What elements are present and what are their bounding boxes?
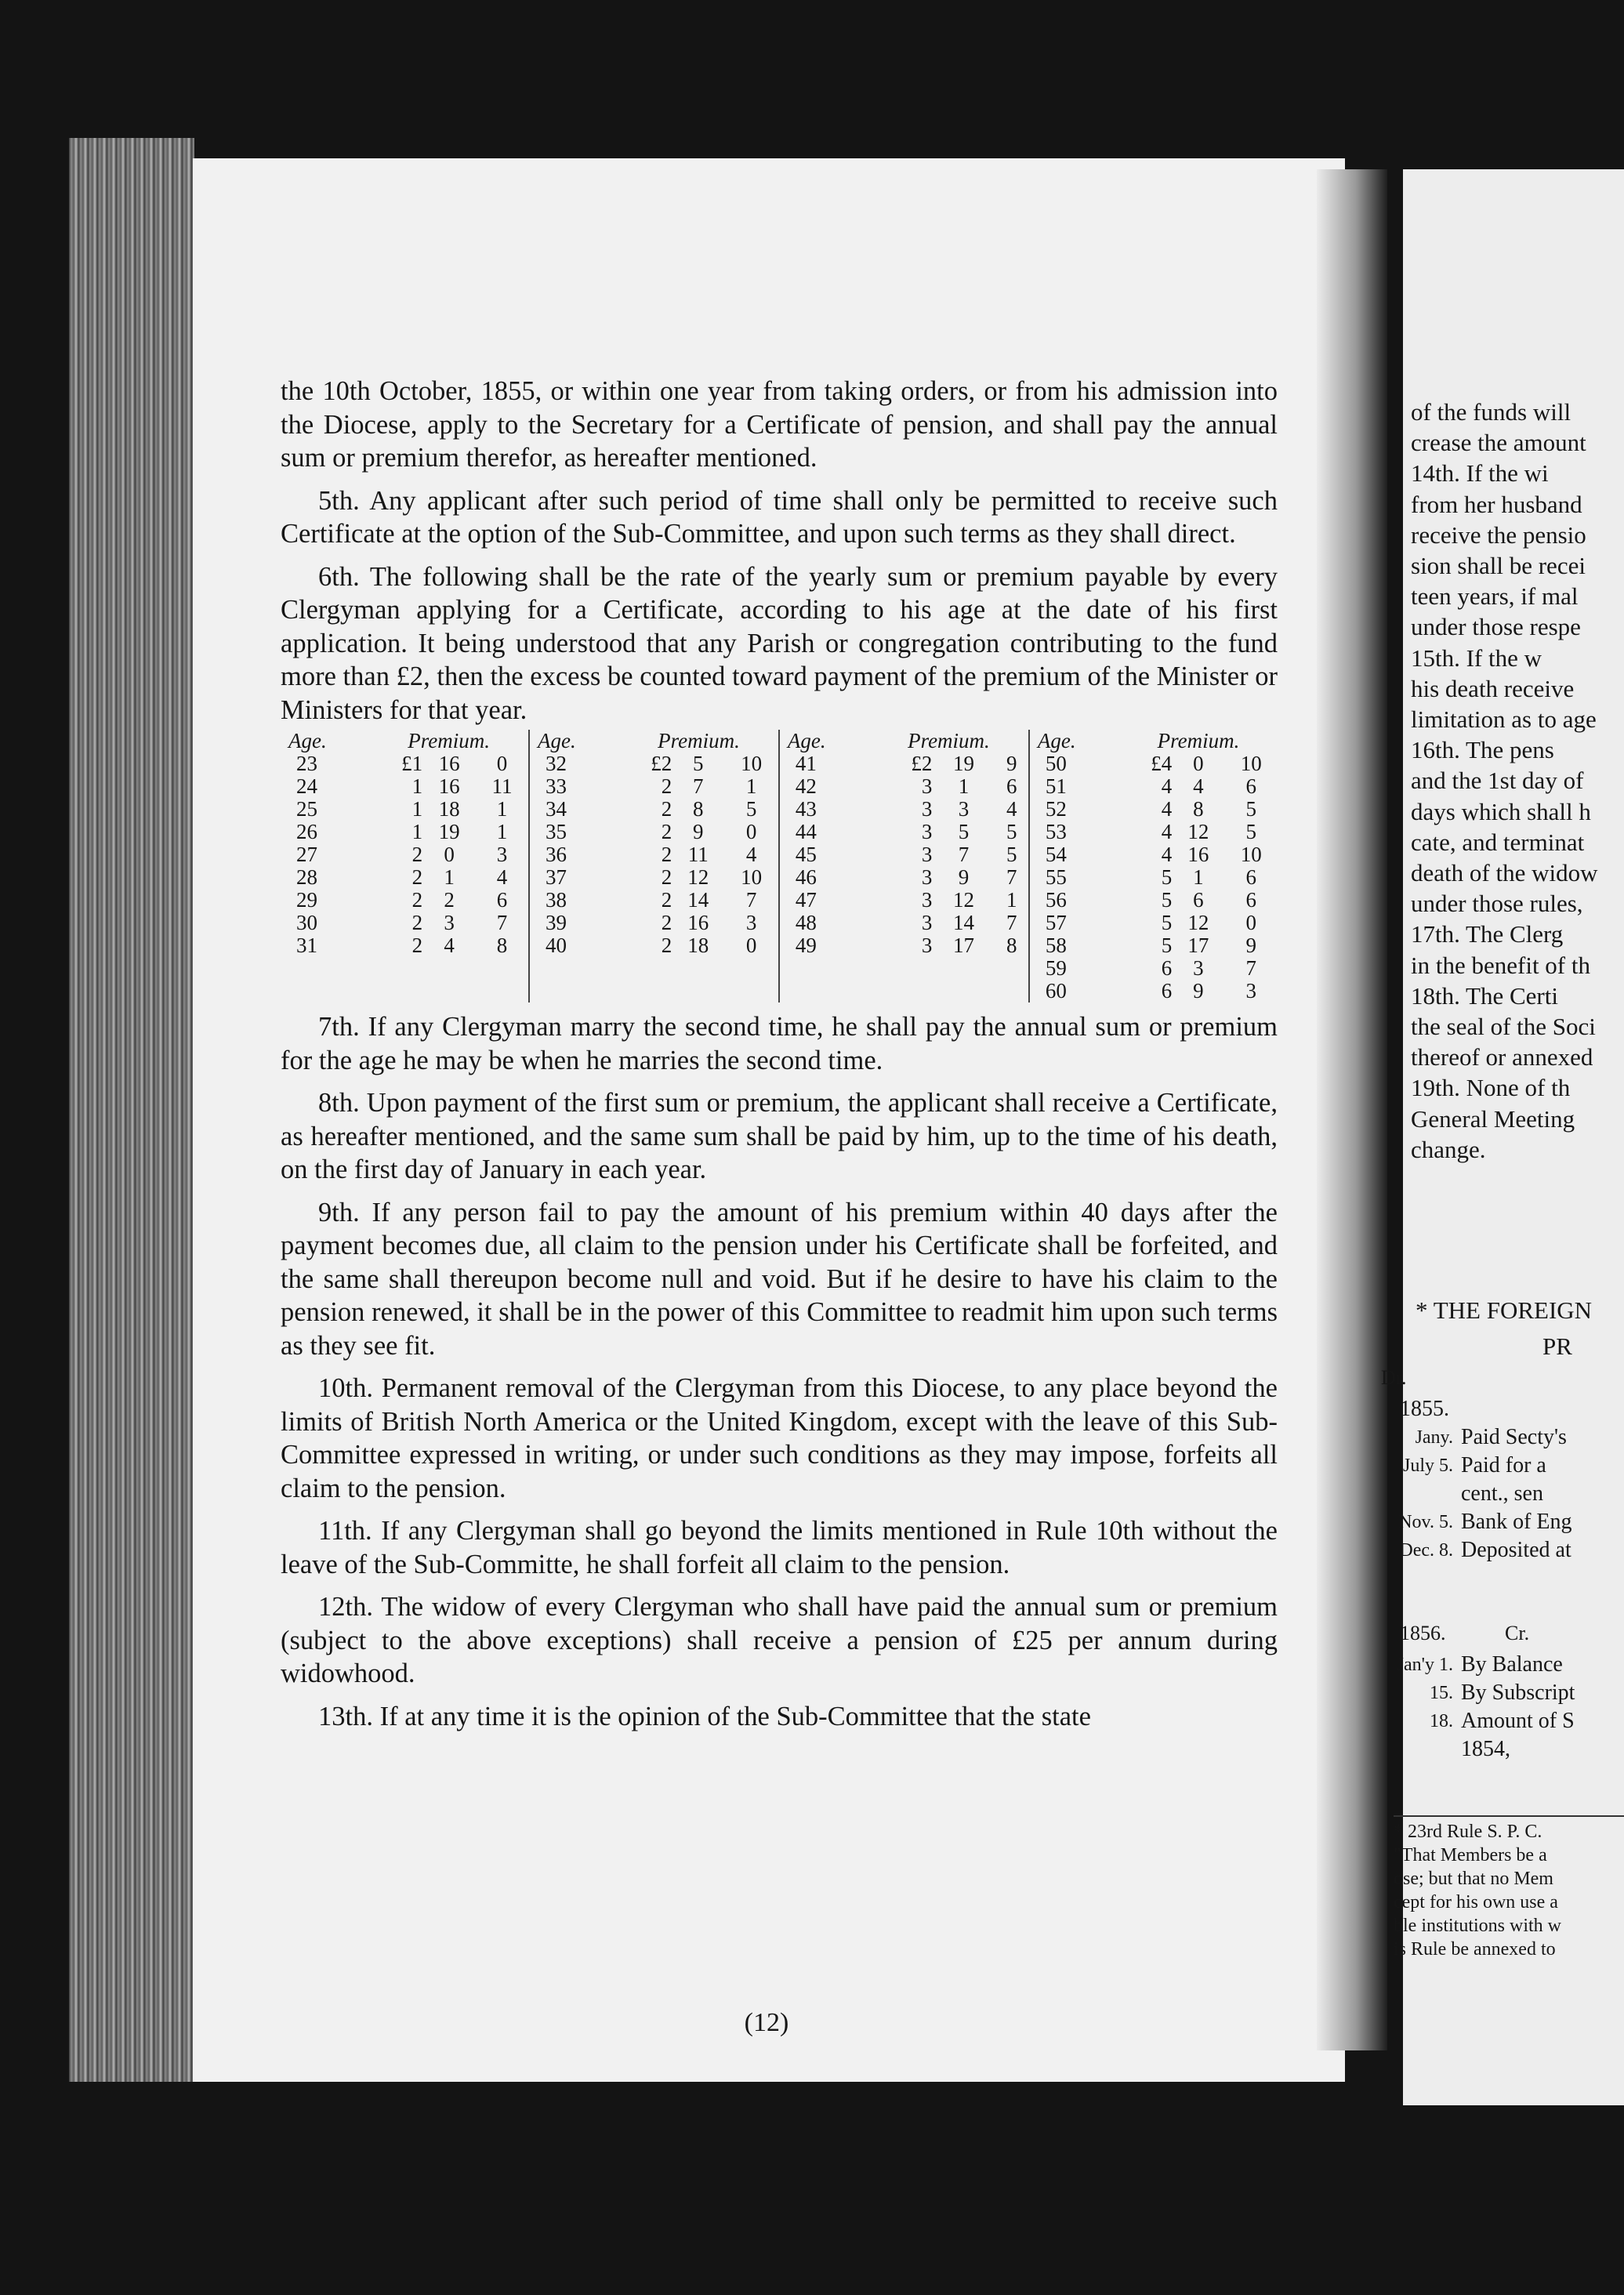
- book-page-edges: [69, 138, 194, 2082]
- ledger-row: [1375, 1735, 1624, 1764]
- left-page-body: [281, 375, 1278, 1733]
- premium-table-row: [281, 912, 1278, 934]
- premium-pence-cell: 5: [745, 797, 757, 821]
- ledger-credit-heading-row: [1375, 1619, 1624, 1651]
- age-cell: 58: [1029, 934, 1119, 957]
- rule-8th: 8th. Upon payment of the first sum or premium, the applicant shall receive a Certificate, as hereafter mentioned, and the same sum shall be paid by him, up to the time of his death, on the first day of January in each year.: [281, 1088, 1278, 1184]
- right-page-line: 14th. If the wi: [1411, 459, 1549, 488]
- premium-shillings-cell: 8: [1193, 797, 1204, 821]
- premium-shillings-cell: 5: [693, 752, 704, 775]
- premium-pounds-cell: £4: [1151, 752, 1173, 775]
- premium-pence-cell: 0: [745, 934, 757, 957]
- premium-pence-cell: [995, 980, 1029, 1002]
- ledger-entry: 1854,: [1461, 1737, 1510, 1761]
- ledger-row: [1375, 1423, 1624, 1452]
- age-cell: 41: [779, 752, 869, 775]
- ledger-dr-heading: Dr.: [1381, 1366, 1407, 1389]
- footnote-line: ose; but that no Mem: [1394, 1869, 1553, 1889]
- premium-shillings-cell: 17: [953, 934, 975, 957]
- premium-pence-cell: 3: [745, 911, 757, 934]
- section-title-continued: PR: [1542, 1332, 1572, 1360]
- premium-column-header: Premium.: [1157, 729, 1240, 752]
- premium-pounds-cell: 3: [921, 774, 933, 798]
- ledger-credit: [1375, 1619, 1624, 1764]
- age-cell: 60: [1029, 980, 1119, 1002]
- age-cell: 30: [296, 911, 317, 934]
- premium-shillings-cell: 1: [1193, 865, 1204, 889]
- age-cell: 43: [779, 798, 869, 821]
- ledger-entry: By Balance: [1461, 1652, 1563, 1677]
- rule-6th: 6th. The following shall be the rate of the yearly sum or premium payable by every Clergyman applying for a Certificate, according to his age at the date of his first application. It being understood that any Parish or congregation contributing to the fund more than £2, then the excess be counted toward payment of the premium of the Minister or Ministers for that year.: [281, 561, 1278, 725]
- premium-shillings-cell: 3: [444, 911, 455, 934]
- premium-table-row: [281, 889, 1278, 912]
- right-page-line: death of the widow: [1411, 859, 1598, 887]
- age-cell: 48: [779, 912, 869, 934]
- premium-pence-cell: 6: [1245, 865, 1257, 889]
- premium-pence-cell: 5: [1245, 820, 1257, 843]
- premium-shillings-cell: [932, 957, 995, 980]
- premium-pence-cell: 3: [1245, 979, 1257, 1002]
- right-page-line: 18th. The Certi: [1411, 981, 1558, 1010]
- premium-pounds-cell: 2: [661, 797, 672, 821]
- right-page-line: from her husband: [1411, 490, 1582, 518]
- right-page-line: teen years, if mal: [1411, 582, 1579, 611]
- premium-shillings-cell: 0: [1193, 752, 1204, 775]
- footnote-line: "That Members be a: [1394, 1845, 1547, 1865]
- age-column-header: Age.: [1029, 730, 1119, 752]
- premium-pence-cell: 7: [1245, 956, 1257, 980]
- premium-shillings-cell: 1: [444, 865, 455, 889]
- premium-pence-cell: 5: [1006, 820, 1017, 843]
- ledger-date: Jan'y 1.: [1396, 1655, 1453, 1675]
- premium-pence-cell: 1: [496, 797, 508, 821]
- premium-shillings-cell: 9: [958, 865, 970, 889]
- premium-table-row: [281, 866, 1278, 889]
- premium-table-row: [281, 775, 1278, 798]
- premium-pounds-cell: 5: [1161, 911, 1173, 934]
- right-page-line: cate, and terminat: [1411, 828, 1585, 856]
- premium-rate-table: [281, 730, 1278, 1002]
- age-cell: 46: [779, 866, 869, 889]
- premium-shillings-cell: 17: [1187, 934, 1209, 957]
- premium-shillings-cell: 18: [438, 797, 460, 821]
- premium-shillings-cell: 16: [438, 752, 460, 775]
- premium-column-header: Premium.: [408, 729, 490, 752]
- age-cell: 57: [1029, 912, 1119, 934]
- premium-shillings-cell: 14: [953, 911, 975, 934]
- premium-pounds-cell: 4: [1161, 820, 1173, 843]
- age-cell: 37: [529, 866, 619, 889]
- premium-pence-cell: 1: [745, 774, 757, 798]
- age-cell: 49: [779, 934, 869, 957]
- premium-pence-cell: 10: [1240, 843, 1262, 866]
- age-cell: 45: [779, 843, 869, 866]
- age-cell: 24: [296, 774, 317, 798]
- premium-pounds-cell: 6: [1161, 979, 1173, 1002]
- premium-pounds-cell: 2: [411, 888, 423, 912]
- premium-shillings-cell: [672, 957, 724, 980]
- age-cell: 55: [1029, 866, 1119, 889]
- premium-pounds-cell: 3: [921, 911, 933, 934]
- premium-pence-cell: [995, 957, 1029, 980]
- premium-shillings-cell: 12: [1187, 911, 1209, 934]
- premium-pence-cell: [724, 957, 779, 980]
- footnote-line: ble institutions with w: [1394, 1916, 1562, 1936]
- premium-pounds-cell: 2: [661, 820, 672, 843]
- premium-pence-cell: 10: [1240, 752, 1262, 775]
- premium-shillings-cell: [422, 957, 476, 980]
- age-cell: 44: [779, 821, 869, 843]
- footnote-line: cept for his own use a: [1394, 1892, 1558, 1912]
- age-cell: 33: [529, 775, 619, 798]
- premium-pounds-cell: £2: [651, 752, 672, 775]
- premium-shillings-cell: 14: [687, 888, 709, 912]
- right-page-line: the seal of the Soci: [1411, 1013, 1596, 1041]
- premium-pounds-cell: 2: [661, 934, 672, 957]
- premium-shillings-cell: 9: [1193, 979, 1204, 1002]
- ledger-year: 1855.: [1400, 1397, 1449, 1421]
- premium-pence-cell: [476, 980, 529, 1002]
- right-page-line: General Meeting: [1411, 1104, 1575, 1133]
- premium-shillings-cell: 5: [958, 820, 970, 843]
- ledger-debit: [1375, 1364, 1624, 1564]
- right-page-line: his death receive: [1411, 674, 1575, 702]
- premium-shillings-cell: 3: [958, 797, 970, 821]
- rule-7th: 7th. If any Clergyman marry the second time, he shall pay the annual sum or premium for the age he may be when he marries the second time.: [281, 1012, 1278, 1075]
- premium-pounds-cell: [369, 957, 422, 980]
- premium-column-header: Premium.: [908, 729, 990, 752]
- age-cell: 56: [1029, 889, 1119, 912]
- premium-pence-cell: 4: [496, 865, 508, 889]
- premium-shillings-cell: 16: [1187, 843, 1209, 866]
- premium-pounds-cell: 4: [1161, 797, 1173, 821]
- age-cell: [529, 980, 619, 1002]
- footnote: [1394, 1815, 1624, 1961]
- age-cell: [779, 980, 869, 1002]
- ledger-cr-heading: Cr.: [1505, 1622, 1530, 1644]
- ledger-date: Jany.: [1415, 1427, 1453, 1448]
- right-page-line: and the 1st day of: [1411, 767, 1584, 795]
- premium-pence-cell: 6: [1245, 774, 1257, 798]
- premium-shillings-cell: 12: [1187, 820, 1209, 843]
- ledger-entry: Paid Secty's: [1461, 1425, 1567, 1449]
- footnote-line: * 23rd Rule S. P. C.: [1394, 1822, 1542, 1842]
- ledger-row: [1375, 1651, 1624, 1679]
- premium-pence-cell: 10: [741, 752, 763, 775]
- age-cell: 23: [296, 752, 317, 775]
- premium-table-row: [281, 821, 1278, 843]
- right-page-line: 17th. The Clerg: [1411, 920, 1564, 948]
- premium-pounds-cell: 3: [921, 865, 933, 889]
- premium-pence-cell: 0: [1245, 911, 1257, 934]
- premium-pounds-cell: 5: [1161, 934, 1173, 957]
- premium-shillings-cell: 0: [444, 843, 455, 866]
- right-page-line: 15th. If the w: [1411, 644, 1542, 672]
- right-page-line: receive the pensio: [1411, 520, 1586, 549]
- premium-shillings-cell: 4: [444, 934, 455, 957]
- ledger-entry: Amount of S: [1461, 1709, 1575, 1733]
- premium-pounds-cell: 1: [411, 797, 423, 821]
- rule-11th: 11th. If any Clergyman shall go beyond the limits mentioned in Rule 10th without the leave of the Sub-Committe, he shall forfeit all claim to the pension.: [281, 1516, 1278, 1579]
- premium-shillings-cell: [672, 980, 724, 1002]
- age-cell: 52: [1029, 798, 1119, 821]
- rule-9th: 9th. If any person fail to pay the amount of his premium within 40 days after the payment becomes due, all claim to the pension under his Certificate shall be forfeited, and the same shall thereupon become null and void. But if he desire to have his claim to the pension renewed, it shall be in the power of this Committee to readmit him upon such terms as they see fit.: [281, 1197, 1278, 1361]
- premium-pence-cell: 4: [1006, 797, 1017, 821]
- ledger-year-row: [1375, 1395, 1624, 1423]
- premium-pounds-cell: [869, 980, 932, 1002]
- age-cell: 26: [296, 820, 317, 843]
- premium-pounds-cell: [619, 980, 672, 1002]
- age-column-header: Age.: [779, 730, 869, 752]
- rule-13th: 13th. If at any time it is the opinion of the Sub-Committee that the state: [318, 1701, 1091, 1731]
- ledger-date: July 5.: [1402, 1456, 1453, 1476]
- age-cell: [281, 980, 369, 1002]
- premium-pence-cell: 3: [496, 843, 508, 866]
- premium-pounds-cell: 6: [1161, 956, 1173, 980]
- premium-pounds-cell: 3: [921, 843, 933, 866]
- age-cell: 32: [529, 752, 619, 775]
- premium-pence-cell: 6: [1006, 774, 1017, 798]
- age-cell: 34: [529, 798, 619, 821]
- section-title: * THE FOREIGN: [1416, 1296, 1593, 1324]
- ledger-cr-year: 1856.: [1400, 1622, 1446, 1644]
- premium-pence-cell: 0: [745, 820, 757, 843]
- premium-shillings-cell: [932, 980, 995, 1002]
- premium-pence-cell: 11: [491, 774, 513, 798]
- ledger-entry: cent., sen: [1461, 1481, 1543, 1506]
- right-page-line: days which shall h: [1411, 797, 1591, 825]
- premium-pence-cell: 10: [741, 865, 763, 889]
- right-page-line: of the funds will: [1411, 398, 1571, 426]
- premium-pounds-cell: 1: [411, 774, 423, 798]
- ledger-debit-heading-row: [1375, 1364, 1624, 1395]
- age-cell: 50: [1029, 752, 1119, 775]
- premium-pence-cell: 0: [496, 752, 508, 775]
- premium-pounds-cell: 4: [1161, 774, 1173, 798]
- premium-pounds-cell: 1: [411, 820, 423, 843]
- age-column-header: Age.: [529, 730, 619, 752]
- right-page-line: thereof or annexed: [1411, 1043, 1593, 1071]
- premium-pounds-cell: 5: [1161, 888, 1173, 912]
- premium-shillings-cell: 12: [687, 865, 709, 889]
- premium-pounds-cell: 3: [921, 888, 933, 912]
- premium-shillings-cell: 19: [438, 820, 460, 843]
- age-cell: 59: [1029, 957, 1119, 980]
- premium-pence-cell: 1: [496, 820, 508, 843]
- premium-pence-cell: 5: [1245, 797, 1257, 821]
- age-cell: 51: [1029, 775, 1119, 798]
- premium-pounds-cell: 5: [1161, 865, 1173, 889]
- age-cell: 25: [296, 797, 317, 821]
- rule-12th: 12th. The widow of every Clergyman who shall have paid the annual sum or premium (subject to the above exceptions) shall receive a pension of £25 per annum during widowhood.: [281, 1592, 1278, 1688]
- premium-shillings-cell: 9: [693, 820, 704, 843]
- premium-pounds-cell: 2: [411, 843, 423, 866]
- right-page-line: 16th. The pens: [1411, 736, 1554, 764]
- ledger-row: [1375, 1707, 1624, 1735]
- premium-table-row: [281, 843, 1278, 866]
- premium-shillings-cell: 19: [953, 752, 975, 775]
- ledger-date: Dec. 8.: [1399, 1540, 1453, 1561]
- premium-shillings-cell: 16: [687, 911, 709, 934]
- premium-pence-cell: 5: [1006, 843, 1017, 866]
- premium-shillings-cell: 6: [1193, 888, 1204, 912]
- ledger-row: [1375, 1480, 1624, 1508]
- right-page-line: sion shall be recei: [1411, 552, 1586, 580]
- ledger-row: [1375, 1679, 1624, 1707]
- premium-table-row: [281, 980, 1278, 1002]
- premium-shillings-cell: 18: [687, 934, 709, 957]
- right-page-line: in the benefit of th: [1411, 951, 1590, 979]
- ledger-entry: Bank of Eng: [1461, 1510, 1572, 1534]
- ledger-entry: Deposited at: [1461, 1538, 1571, 1562]
- premium-shillings-cell: 7: [958, 843, 970, 866]
- premium-pence-cell: 9: [1006, 752, 1017, 775]
- age-cell: 29: [296, 888, 317, 912]
- premium-pence-cell: [724, 980, 779, 1002]
- premium-pence-cell: 6: [496, 888, 508, 912]
- ledger-date: Nov. 5.: [1398, 1512, 1453, 1532]
- rule-5th: 5th. Any applicant after such period of time shall only be permitted to receive such Certificate at the option of the Sub-Committee, and upon such terms as they shall direct.: [281, 485, 1278, 549]
- premium-column-header: Premium.: [658, 729, 740, 752]
- premium-pence-cell: 8: [1006, 934, 1017, 957]
- age-cell: [281, 957, 369, 980]
- ledger-entry: By Subscript: [1461, 1680, 1575, 1705]
- premium-pounds-cell: 2: [411, 911, 423, 934]
- premium-table-header: [281, 730, 1278, 752]
- age-cell: 28: [296, 865, 317, 889]
- premium-shillings-cell: 16: [438, 774, 460, 798]
- premium-pounds-cell: 4: [1161, 843, 1173, 866]
- footnote-line: is Rule be annexed to: [1394, 1939, 1556, 1960]
- ledger-row: [1375, 1452, 1624, 1480]
- premium-pence-cell: 7: [496, 911, 508, 934]
- premium-pence-cell: 8: [496, 934, 508, 957]
- premium-shillings-cell: 3: [1193, 956, 1204, 980]
- premium-pounds-cell: 2: [661, 911, 672, 934]
- ledger-date: 15.: [1430, 1683, 1453, 1703]
- right-page-line: change.: [1411, 1135, 1486, 1163]
- age-cell: 42: [779, 775, 869, 798]
- book-gutter-shadow: [1317, 169, 1387, 2050]
- premium-pounds-cell: £1: [401, 752, 423, 775]
- premium-pounds-cell: [869, 957, 932, 980]
- premium-table-row: [281, 934, 1278, 957]
- premium-pence-cell: [476, 957, 529, 980]
- age-cell: 47: [779, 889, 869, 912]
- premium-shillings-cell: 8: [693, 797, 704, 821]
- age-cell: 54: [1029, 843, 1119, 866]
- age-cell: 27: [296, 843, 317, 866]
- premium-pounds-cell: [369, 980, 422, 1002]
- premium-pence-cell: 7: [1006, 911, 1017, 934]
- premium-pounds-cell: 2: [411, 934, 423, 957]
- premium-pounds-cell: 3: [921, 820, 933, 843]
- premium-pounds-cell: [619, 957, 672, 980]
- premium-shillings-cell: 11: [687, 843, 709, 866]
- premium-pounds-cell: 2: [661, 888, 672, 912]
- premium-table-row: [281, 798, 1278, 821]
- rule-10th: 10th. Permanent removal of the Clergyman from this Diocese, to any place beyond the limits of British North America or the United Kingdom, except with the leave of this Sub-Committee expressed in writing, or under such conditions as they may impose, forfeits all claim to the pension.: [281, 1373, 1278, 1503]
- right-page-line: under those respe: [1411, 613, 1581, 641]
- age-cell: 53: [1029, 821, 1119, 843]
- right-page-body: [1411, 397, 1624, 1165]
- page-number: (12): [744, 2008, 789, 2037]
- right-page-line: limitation as to age: [1411, 705, 1597, 734]
- premium-pounds-cell: 3: [921, 797, 933, 821]
- right-page-line: crease the amount: [1411, 429, 1586, 457]
- age-cell: [529, 957, 619, 980]
- premium-shillings-cell: [422, 980, 476, 1002]
- age-cell: 40: [529, 934, 619, 957]
- premium-pence-cell: 7: [1006, 865, 1017, 889]
- premium-pounds-cell: 3: [921, 934, 933, 957]
- premium-pence-cell: 4: [745, 843, 757, 866]
- premium-pence-cell: 6: [1245, 888, 1257, 912]
- ledger-row: [1375, 1536, 1624, 1564]
- age-cell: 38: [529, 889, 619, 912]
- age-column-header: Age.: [288, 729, 327, 752]
- premium-pence-cell: 9: [1245, 934, 1257, 957]
- premium-shillings-cell: 2: [444, 888, 455, 912]
- premium-pounds-cell: 2: [661, 774, 672, 798]
- age-cell: 35: [529, 821, 619, 843]
- premium-shillings-cell: 4: [1193, 774, 1204, 798]
- premium-pounds-cell: 2: [661, 843, 672, 866]
- premium-pounds-cell: 2: [411, 865, 423, 889]
- paragraph-continued: the 10th October, 1855, or within one year from taking orders, or from his admission into the Diocese, apply to the Secretary for a Certificate of pension, and shall pay the annual sum or premium therefor, as hereafter mentioned.: [281, 376, 1278, 473]
- premium-table-row: [281, 957, 1278, 980]
- premium-table-row: [281, 752, 1278, 775]
- premium-shillings-cell: 1: [958, 774, 970, 798]
- premium-shillings-cell: 7: [693, 774, 704, 798]
- ledger-entry: Paid for a: [1461, 1453, 1546, 1477]
- age-cell: [779, 957, 869, 980]
- premium-pence-cell: 7: [745, 888, 757, 912]
- ledger-row: [1375, 1508, 1624, 1536]
- ledger-date: 18.: [1430, 1711, 1453, 1731]
- right-page-line: under those rules,: [1411, 890, 1583, 918]
- right-page-line: 19th. None of th: [1411, 1074, 1571, 1102]
- premium-pounds-cell: £2: [911, 752, 933, 775]
- age-cell: 36: [529, 843, 619, 866]
- age-cell: 31: [296, 934, 317, 957]
- premium-shillings-cell: 12: [953, 888, 975, 912]
- premium-pounds-cell: 2: [661, 865, 672, 889]
- age-cell: 39: [529, 912, 619, 934]
- premium-pence-cell: 1: [1006, 888, 1017, 912]
